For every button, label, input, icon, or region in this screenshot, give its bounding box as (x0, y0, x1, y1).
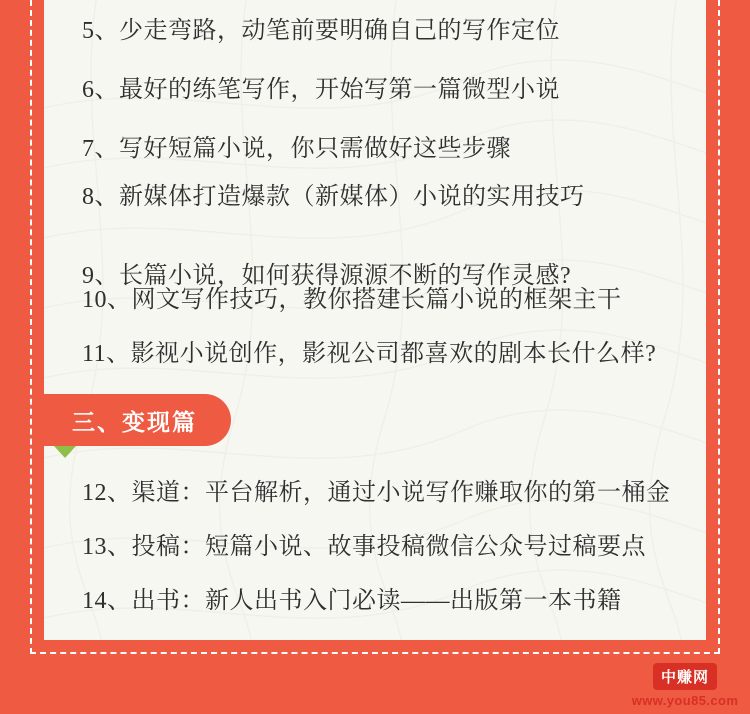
list-item: 9、长篇小说，如何获得源源不断的写作灵感? (82, 263, 572, 289)
list-item: 8、新媒体打造爆款（新媒体）小说的实用技巧 (82, 184, 585, 210)
list-item: 14、出书：新人出书入门必读——出版第一本书籍 (82, 588, 622, 614)
watermark (630, 663, 740, 708)
list-item: 7、写好短篇小说，你只需做好这些步骤 (82, 136, 511, 162)
watermark-badge: 中赚网 (653, 663, 717, 690)
section-banner (44, 394, 231, 446)
content-card (44, 0, 706, 640)
section-title: 三、变现篇 (44, 394, 231, 446)
list-item: 10、网文写作技巧，教你搭建长篇小说的框架主干 (82, 287, 622, 313)
list-item: 6、最好的练笔写作，开始写第一篇微型小说 (82, 77, 560, 103)
list-item: 13、投稿：短篇小说、故事投稿微信公众号过稿要点 (82, 534, 646, 560)
list-item: 11、影视小说创作，影视公司都喜欢的剧本长什么样? (82, 341, 657, 367)
banner-notch-icon (54, 446, 76, 458)
list-item: 5、少走弯路，动笔前要明确自己的写作定位 (82, 18, 560, 44)
watermark-url: www.you85.com (631, 693, 739, 708)
list-item: 12、渠道：平台解析，通过小说写作赚取你的第一桶金 (82, 480, 671, 506)
